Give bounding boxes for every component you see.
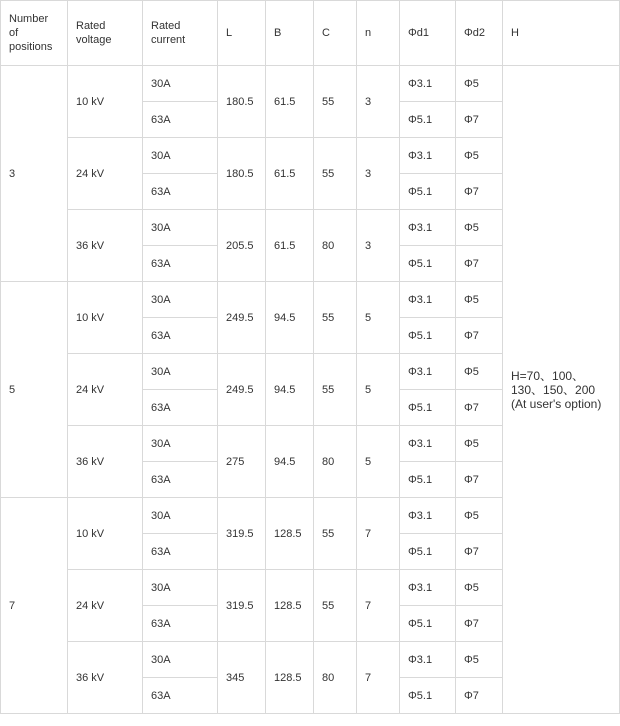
d1-cell: Φ3.1 <box>400 354 456 390</box>
voltage-cell: 10 kV <box>68 282 143 354</box>
d1-cell: Φ5.1 <box>400 678 456 714</box>
voltage-cell: 36 kV <box>68 426 143 498</box>
d2-cell: Φ7 <box>456 534 503 570</box>
d2-cell: Φ7 <box>456 390 503 426</box>
current-cell: 63A <box>143 174 218 210</box>
d2-cell: Φ5 <box>456 570 503 606</box>
C-cell: 55 <box>314 354 357 426</box>
d1-cell: Φ5.1 <box>400 318 456 354</box>
C-cell: 80 <box>314 210 357 282</box>
d1-cell: Φ3.1 <box>400 642 456 678</box>
L-cell: 249.5 <box>218 354 266 426</box>
d1-cell: Φ3.1 <box>400 426 456 462</box>
n-cell: 7 <box>357 570 400 642</box>
n-cell: 5 <box>357 282 400 354</box>
B-cell: 94.5 <box>266 282 314 354</box>
d1-cell: Φ3.1 <box>400 210 456 246</box>
d1-cell: Φ3.1 <box>400 570 456 606</box>
d2-cell: Φ5 <box>456 66 503 102</box>
B-cell: 94.5 <box>266 426 314 498</box>
voltage-cell: 36 kV <box>68 642 143 714</box>
L-cell: 249.5 <box>218 282 266 354</box>
header-row <box>1 1 620 66</box>
B-cell: 128.5 <box>266 570 314 642</box>
L-cell: 180.5 <box>218 138 266 210</box>
current-cell: 30A <box>143 138 218 174</box>
header-C: C <box>314 1 357 66</box>
B-cell: 128.5 <box>266 498 314 570</box>
d1-cell: Φ5.1 <box>400 534 456 570</box>
positions-cell: 5 <box>1 282 68 498</box>
positions-cell: 7 <box>1 498 68 714</box>
d2-cell: Φ7 <box>456 246 503 282</box>
d2-cell: Φ5 <box>456 642 503 678</box>
voltage-cell: 10 kV <box>68 498 143 570</box>
d1-cell: Φ3.1 <box>400 66 456 102</box>
current-cell: 30A <box>143 210 218 246</box>
d2-cell: Φ7 <box>456 678 503 714</box>
C-cell: 80 <box>314 426 357 498</box>
voltage-cell: 24 kV <box>68 570 143 642</box>
L-cell: 319.5 <box>218 498 266 570</box>
d2-cell: Φ7 <box>456 174 503 210</box>
d2-cell: Φ5 <box>456 354 503 390</box>
d2-cell: Φ5 <box>456 282 503 318</box>
C-cell: 55 <box>314 570 357 642</box>
current-cell: 30A <box>143 642 218 678</box>
B-cell: 128.5 <box>266 642 314 714</box>
positions-cell: 3 <box>1 66 68 282</box>
d1-cell: Φ3.1 <box>400 282 456 318</box>
C-cell: 55 <box>314 498 357 570</box>
current-cell: 63A <box>143 534 218 570</box>
current-cell: 63A <box>143 678 218 714</box>
header-rated-current: Rated current <box>143 1 218 66</box>
header-d2: Φd2 <box>456 1 503 66</box>
n-cell: 5 <box>357 354 400 426</box>
current-cell: 30A <box>143 354 218 390</box>
voltage-cell: 24 kV <box>68 354 143 426</box>
n-cell: 7 <box>357 498 400 570</box>
current-cell: 63A <box>143 246 218 282</box>
current-cell: 63A <box>143 462 218 498</box>
H-note-cell: H=70、100、130、150、200 (At user's option) <box>503 66 620 714</box>
d1-cell: Φ3.1 <box>400 138 456 174</box>
current-cell: 30A <box>143 426 218 462</box>
L-cell: 319.5 <box>218 570 266 642</box>
d2-cell: Φ7 <box>456 102 503 138</box>
d2-cell: Φ5 <box>456 498 503 534</box>
current-cell: 30A <box>143 570 218 606</box>
L-cell: 205.5 <box>218 210 266 282</box>
C-cell: 55 <box>314 138 357 210</box>
current-cell: 30A <box>143 66 218 102</box>
d1-cell: Φ5.1 <box>400 102 456 138</box>
header-H: H <box>503 1 620 66</box>
d2-cell: Φ7 <box>456 606 503 642</box>
n-cell: 3 <box>357 66 400 138</box>
header-B: B <box>266 1 314 66</box>
C-cell: 80 <box>314 642 357 714</box>
header-rated-voltage: Rated voltage <box>68 1 143 66</box>
C-cell: 55 <box>314 66 357 138</box>
header-n: n <box>357 1 400 66</box>
current-cell: 63A <box>143 606 218 642</box>
d2-cell: Φ5 <box>456 138 503 174</box>
d2-cell: Φ5 <box>456 210 503 246</box>
L-cell: 345 <box>218 642 266 714</box>
C-cell: 55 <box>314 282 357 354</box>
header-d1: Φd1 <box>400 1 456 66</box>
B-cell: 61.5 <box>266 138 314 210</box>
current-cell: 30A <box>143 498 218 534</box>
d2-cell: Φ7 <box>456 462 503 498</box>
n-cell: 5 <box>357 426 400 498</box>
n-cell: 3 <box>357 210 400 282</box>
voltage-cell: 10 kV <box>68 66 143 138</box>
d1-cell: Φ5.1 <box>400 606 456 642</box>
voltage-cell: 36 kV <box>68 210 143 282</box>
n-cell: 7 <box>357 642 400 714</box>
L-cell: 180.5 <box>218 66 266 138</box>
B-cell: 61.5 <box>266 66 314 138</box>
d1-cell: Φ5.1 <box>400 246 456 282</box>
header-positions: Number of positions <box>1 1 68 66</box>
d2-cell: Φ5 <box>456 426 503 462</box>
current-cell: 30A <box>143 282 218 318</box>
d1-cell: Φ3.1 <box>400 498 456 534</box>
L-cell: 275 <box>218 426 266 498</box>
d1-cell: Φ5.1 <box>400 174 456 210</box>
current-cell: 63A <box>143 102 218 138</box>
current-cell: 63A <box>143 318 218 354</box>
n-cell: 3 <box>357 138 400 210</box>
B-cell: 61.5 <box>266 210 314 282</box>
header-L: L <box>218 1 266 66</box>
B-cell: 94.5 <box>266 354 314 426</box>
d2-cell: Φ7 <box>456 318 503 354</box>
voltage-cell: 24 kV <box>68 138 143 210</box>
current-cell: 63A <box>143 390 218 426</box>
table-row <box>1 66 620 102</box>
d1-cell: Φ5.1 <box>400 462 456 498</box>
d1-cell: Φ5.1 <box>400 390 456 426</box>
